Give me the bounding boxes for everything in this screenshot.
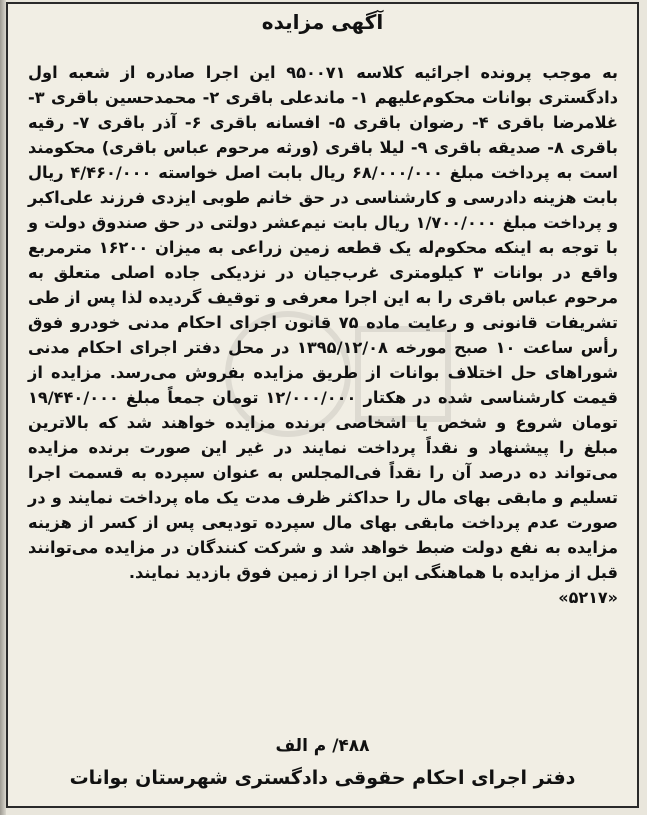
notice-sheet [6, 2, 639, 808]
notice-body [28, 60, 618, 610]
notice-number: ۴۸۸/ م الف [275, 736, 370, 756]
issuer-name: دفتر اجرای احکام حقوقی دادگستری شهرستان بوانات [69, 767, 576, 789]
notice-body-text: به موجب پرونده اجرائیه کلاسه ۹۵۰۰۷۱ این اجرا صادره از شعبه اول دادگستری بوانات محکوم‌علیهم ۱- ماندعلی باقری ۲- محمدحسین باقری ۳- غلامرضا باقری ۴- رضوان باقری ۵- افسانه باقری ۶- آذر باقری ۷- رقیه باقری ۸- صدیقه باقری ۹- لیلا باقری (ورثه مرحوم عباس باقری) محکومند است به پرداخت مبلغ ۶۸/۰۰۰/۰۰۰ ریال بابت اصل خواسته ۴/۴۶۰/۰۰۰ ریال بابت هزینه دادرسی و کارشناسی در حق خانم طوبی ایزدی فرزند علی‌اکبر و پرداخت مبلغ ۱/۷۰۰/۰۰۰ ریال بابت نیم‌عشر دولتی در حق صندوق دولت و با توجه به اینکه محکوم‌له یک قطعه زمین زراعی به میزان ۱۶۲۰۰ مترمربع واقع در بوانات ۳ کیلومتری غرب‌جیان در نزدیکی جاده اصلی متعلق به مرحوم عباس باقری را به این اجرا معرفی و توقیف گردیده لذا پس از طی تشریفات قانونی و رعایت ماده ۷۵ قانون اجرای احکام مدنی خودرو فوق رأس ساعت ۱۰ صبح مورخه ۱۳۹۵/۱۲/۰۸ در محل دفتر اجرای احکام مدنی شوراهای حل اختلاف بوانات از طریق مزایده بفروش می‌رسد. مزایده از قیمت کارشناسی شده در هکتار ۱۲/۰۰۰/۰۰۰ تومان جمعاً مبلغ ۱۹/۴۴۰/۰۰۰ تومان شروع و شخص یا اشخاصی برنده مزایده خواهند شد که بالاترین مبلغ را پیشنهاد و نقداً پرداخت نمایند در غیر این صورت برنده مزایده می‌تواند ده درصد آن را نقداً فی‌المجلس به عنوان سپرده به قسمت اجرا تسلیم و مابقی بهای مال را حداکثر ظرف مدت یک ماه پرداخت نمایند و در صورت عدم پرداخت مابقی بهای مال سپرده تودیعی پس از کسر از هزینه مزایده به نفع دولت ضبط خواهد شد و شرکت کنندگان در مزایده می‌توانند قبل از مزایده با هماهنگی این اجرا از زمین فوق بازدید نمایند. [28, 63, 619, 582]
notice-title: آگهی مزایده [261, 10, 384, 34]
notice-code: «۵۲۱۷» [558, 588, 618, 607]
